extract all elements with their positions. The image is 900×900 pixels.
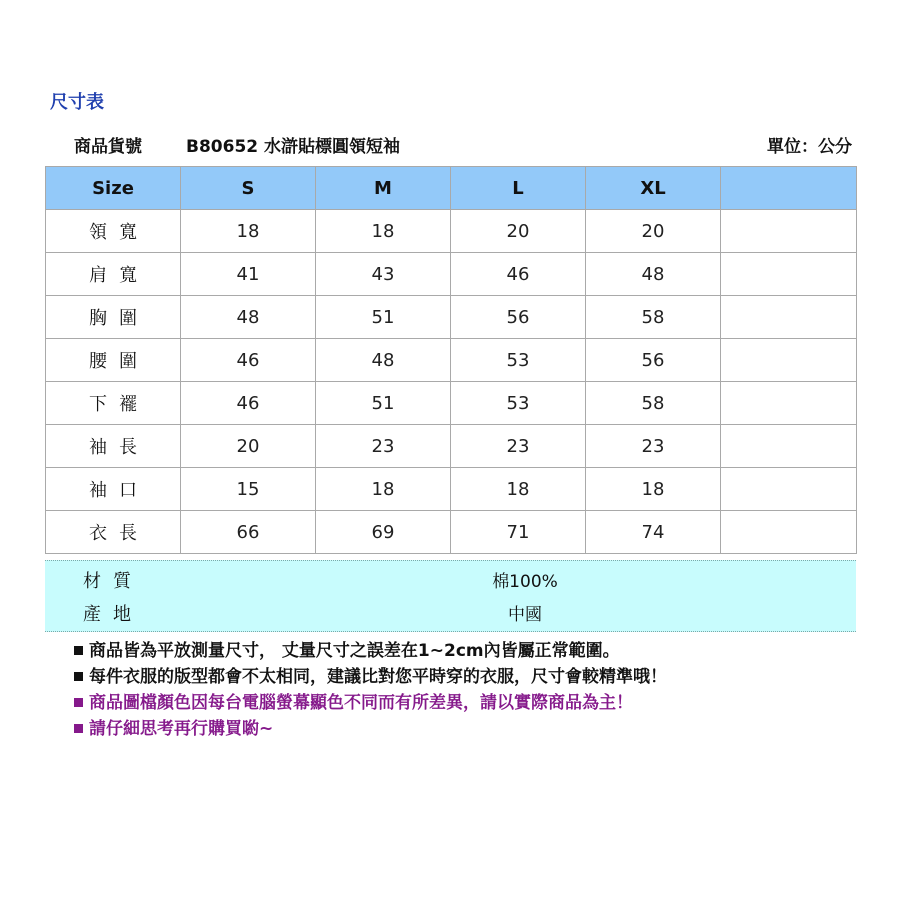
- table-cell: [721, 210, 857, 253]
- square-bullet-icon: [74, 698, 83, 707]
- note-item: [74, 638, 874, 664]
- header-l: L: [451, 167, 586, 210]
- table-cell: 18: [316, 210, 451, 253]
- table-cell: [721, 511, 857, 554]
- table-cell: 71: [451, 511, 586, 554]
- product-info-row: [74, 132, 852, 156]
- table-cell: 18: [451, 468, 586, 511]
- note-item: [74, 716, 874, 742]
- row-label: 肩寬: [46, 253, 181, 296]
- row-label: 胸圍: [46, 296, 181, 339]
- table-cell: 18: [586, 468, 721, 511]
- table-cell: 43: [316, 253, 451, 296]
- row-label: 袖長: [46, 425, 181, 468]
- note-item: [74, 664, 874, 690]
- table-cell: 23: [451, 425, 586, 468]
- header-m: M: [316, 167, 451, 210]
- square-bullet-icon: [74, 724, 83, 733]
- table-header-row: [46, 167, 857, 210]
- material-value: 棉100%: [492, 572, 558, 592]
- table-cell: [721, 253, 857, 296]
- table-cell: 48: [181, 296, 316, 339]
- row-label: 領寬: [46, 210, 181, 253]
- size-table: [45, 166, 857, 554]
- product-id-name: B80652 水滸貼標圓領短袖: [186, 137, 401, 157]
- table-cell: 46: [451, 253, 586, 296]
- table-cell: 58: [586, 296, 721, 339]
- material-row: [45, 563, 856, 595]
- table-cell: 53: [451, 382, 586, 425]
- table-cell: 48: [586, 253, 721, 296]
- product-number-label: 商品貨號: [74, 137, 142, 157]
- row-label: 腰圍: [46, 339, 181, 382]
- table-row: [46, 382, 857, 425]
- note-text: 每件衣服的版型都會不太相同，建議比對您平時穿的衣服，尺寸會較精準哦！: [89, 667, 667, 687]
- table-cell: [721, 468, 857, 511]
- material-label: 材質: [83, 571, 143, 592]
- table-cell: 46: [181, 339, 316, 382]
- note-text: 商品皆為平放測量尺寸， 丈量尺寸之誤差在1~2cm內皆屬正常範圍。: [89, 641, 620, 661]
- table-cell: 23: [586, 425, 721, 468]
- origin-value: 中國: [508, 605, 542, 625]
- table-cell: [721, 382, 857, 425]
- square-bullet-icon: [74, 672, 83, 681]
- row-label: 袖口: [46, 468, 181, 511]
- page-title: 尺寸表: [50, 92, 104, 113]
- square-bullet-icon: [74, 646, 83, 655]
- header-xl: XL: [586, 167, 721, 210]
- table-row: [46, 468, 857, 511]
- origin-row: [45, 596, 856, 628]
- origin-label: 產地: [83, 604, 143, 625]
- table-cell: 51: [316, 296, 451, 339]
- table-cell: 46: [181, 382, 316, 425]
- table-cell: 18: [316, 468, 451, 511]
- table-cell: 23: [316, 425, 451, 468]
- header-s: S: [181, 167, 316, 210]
- table-cell: 48: [316, 339, 451, 382]
- table-cell: 74: [586, 511, 721, 554]
- table-row: [46, 511, 857, 554]
- table-cell: 51: [316, 382, 451, 425]
- table-cell: [721, 339, 857, 382]
- table-cell: 15: [181, 468, 316, 511]
- table-row: [46, 296, 857, 339]
- note-text: 商品圖檔顏色因每台電腦螢幕顯色不同而有所差異，請以實際商品為主！: [89, 693, 633, 713]
- table-cell: 66: [181, 511, 316, 554]
- table-row: [46, 253, 857, 296]
- table-cell: 20: [451, 210, 586, 253]
- material-origin-box: [45, 560, 856, 632]
- row-label: 衣長: [46, 511, 181, 554]
- table-cell: 56: [451, 296, 586, 339]
- table-cell: 56: [586, 339, 721, 382]
- notes-list: [74, 638, 874, 742]
- table-cell: 58: [586, 382, 721, 425]
- table-cell: 20: [181, 425, 316, 468]
- row-label: 下襬: [46, 382, 181, 425]
- table-cell: 18: [181, 210, 316, 253]
- header-size: Size: [46, 167, 181, 210]
- note-item: [74, 690, 874, 716]
- table-cell: 41: [181, 253, 316, 296]
- table-cell: [721, 296, 857, 339]
- table-row: [46, 339, 857, 382]
- unit-label: 單位：公分: [767, 137, 852, 157]
- table-cell: 53: [451, 339, 586, 382]
- table-cell: [721, 425, 857, 468]
- table-cell: 69: [316, 511, 451, 554]
- table-row: [46, 210, 857, 253]
- table-cell: 20: [586, 210, 721, 253]
- header-empty: [721, 167, 857, 210]
- table-row: [46, 425, 857, 468]
- note-text: 請仔細思考再行購買喲~: [89, 719, 274, 739]
